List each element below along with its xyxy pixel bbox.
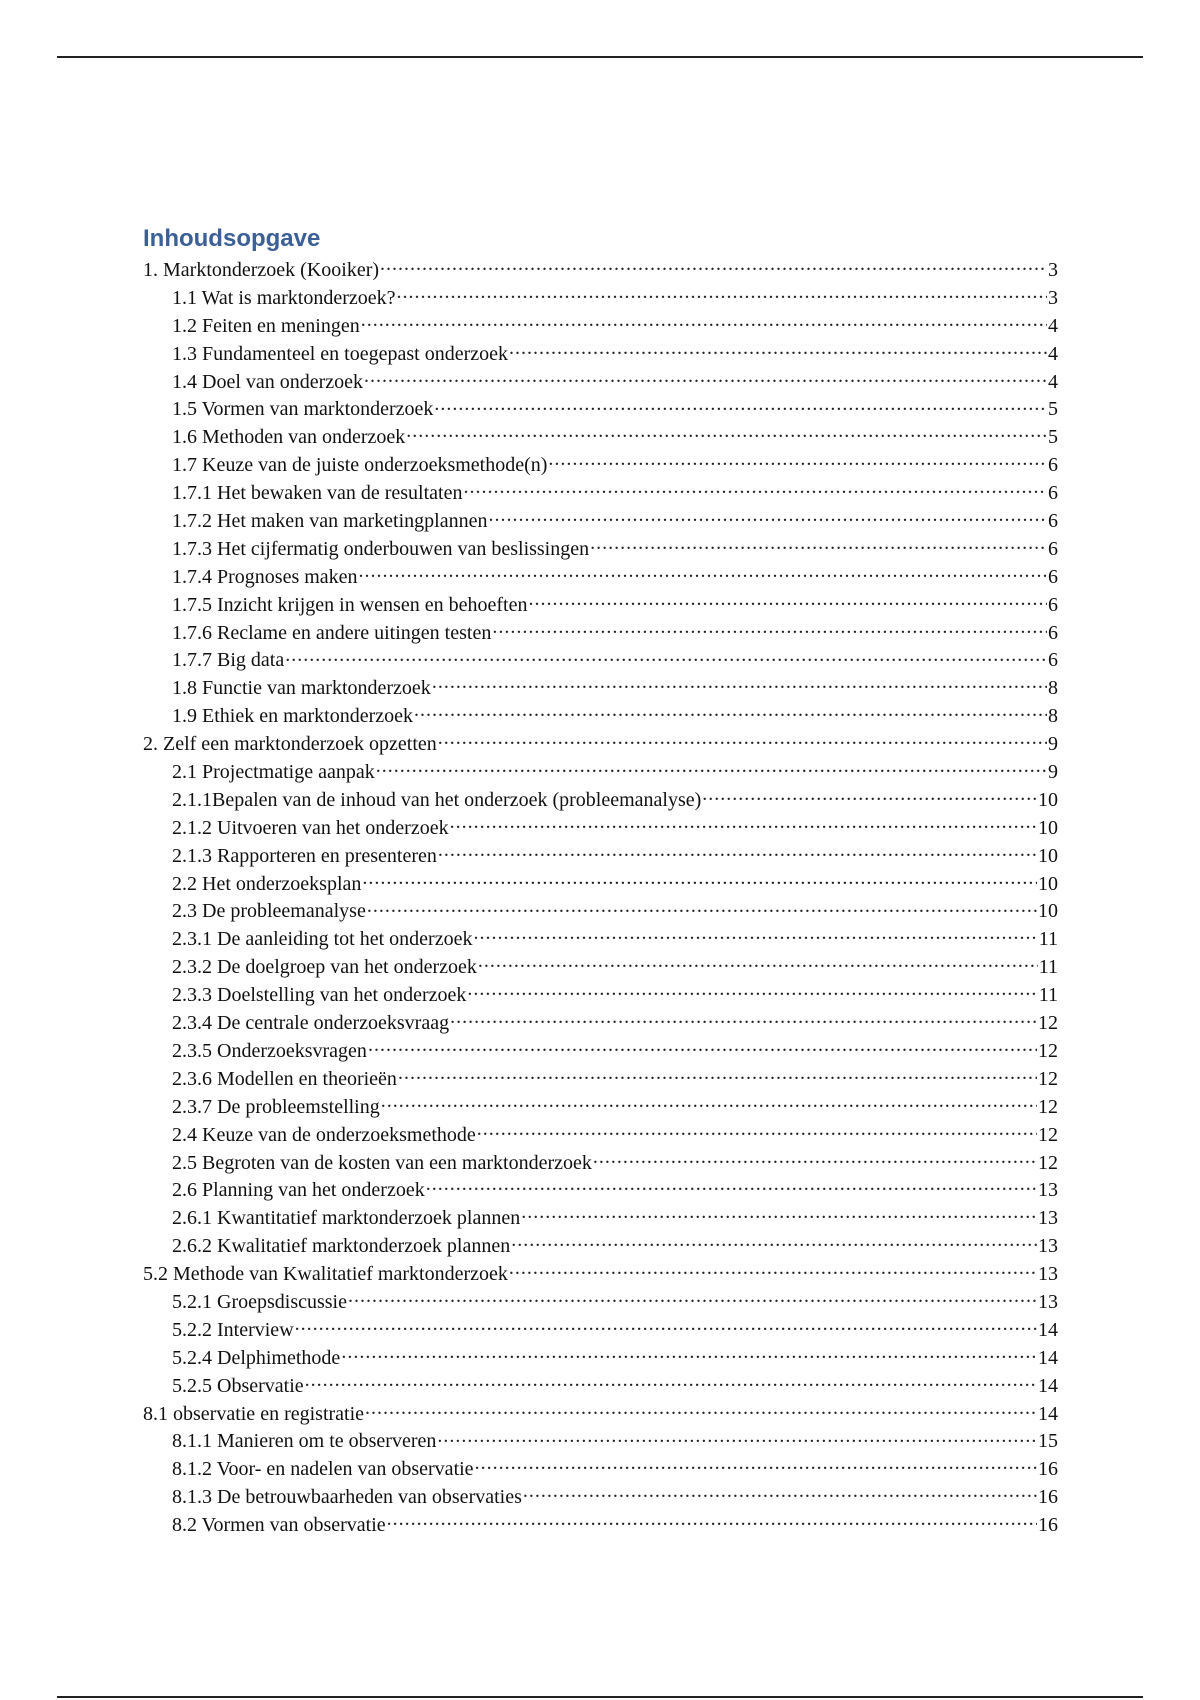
toc-entry[interactable] xyxy=(143,1149,1058,1177)
toc-entry-page-number: 10 xyxy=(1038,872,1058,895)
toc-dot-leader xyxy=(467,981,1037,1001)
toc-entry[interactable] xyxy=(143,897,1058,925)
toc-dot-leader xyxy=(437,1427,1037,1447)
toc-entry-title: 2. Zelf een marktonderzoek opzetten xyxy=(143,733,437,756)
toc-entry-page-number: 4 xyxy=(1048,370,1058,393)
toc-entry[interactable] xyxy=(143,1316,1058,1344)
toc-entry-page-number: 12 xyxy=(1038,1123,1058,1146)
toc-entry-page-number: 13 xyxy=(1038,1235,1058,1258)
toc-dot-leader xyxy=(361,312,1047,332)
toc-entry[interactable] xyxy=(143,674,1058,702)
toc-entry-title: 1.7.5 Inzicht krijgen in wensen en behoeften xyxy=(172,593,528,616)
toc-dot-leader xyxy=(397,284,1047,304)
toc-entry-page-number: 12 xyxy=(1038,1151,1058,1174)
toc-dot-leader xyxy=(359,563,1047,583)
toc-entry-page-number: 15 xyxy=(1038,1430,1058,1453)
toc-entry-title: 2.6.2 Kwalitatief marktonderzoek plannen xyxy=(172,1235,511,1258)
toc-entry-page-number: 3 xyxy=(1048,259,1058,281)
toc-entry-page-number: 5 xyxy=(1048,426,1058,449)
toc-entry-title: 2.3.7 De probleemstelling xyxy=(172,1095,380,1118)
toc-entry[interactable] xyxy=(143,507,1058,535)
toc-entry-title: 1.7.1 Het bewaken van de resultaten xyxy=(172,482,463,505)
toc-dot-leader xyxy=(528,591,1047,611)
toc-dot-leader xyxy=(521,1204,1037,1224)
toc-dot-leader xyxy=(492,619,1047,639)
toc-entry[interactable] xyxy=(143,479,1058,507)
toc-entry-title: 2.3.2 De doelgroep van het onderzoek xyxy=(172,956,477,979)
toc-entry-page-number: 12 xyxy=(1038,1067,1058,1090)
toc-dot-leader xyxy=(450,814,1037,834)
toc-entry[interactable] xyxy=(143,1511,1058,1539)
toc-entry[interactable] xyxy=(143,619,1058,647)
toc-entry-page-number: 4 xyxy=(1048,314,1058,337)
toc-entry[interactable] xyxy=(143,423,1058,451)
toc-entry-page-number: 5 xyxy=(1048,398,1058,421)
toc-dot-leader xyxy=(523,1483,1037,1503)
toc-dot-leader xyxy=(426,1176,1037,1196)
toc-dot-leader xyxy=(406,423,1047,443)
toc-dot-leader xyxy=(380,256,1047,276)
toc-entry[interactable] xyxy=(143,451,1058,479)
toc-entry-title: 2.6 Planning van het onderzoek xyxy=(172,1179,425,1202)
toc-entry-title: 1. Marktonderzoek (Kooiker) xyxy=(143,259,380,281)
toc-entry-title: 8.2 Vormen van observatie xyxy=(172,1514,386,1537)
toc-dot-leader xyxy=(414,702,1047,722)
header-rule xyxy=(57,56,1143,58)
toc-entry-page-number: 3 xyxy=(1048,286,1058,309)
toc-dot-leader xyxy=(341,1344,1037,1364)
toc-dot-leader xyxy=(362,870,1037,890)
toc-entry-title: 5.2.1 Groepsdiscussie xyxy=(172,1290,347,1313)
toc-entry[interactable] xyxy=(143,730,1058,758)
toc-entry-title: 5.2.4 Delphimethode xyxy=(172,1346,341,1369)
toc-title: Inhoudsopgave xyxy=(143,225,321,252)
toc-dot-leader xyxy=(450,1009,1037,1029)
toc-entry-title: 1.5 Vormen van marktonderzoek xyxy=(172,398,434,421)
toc-entry-page-number: 10 xyxy=(1038,900,1058,923)
toc-entry[interactable] xyxy=(143,925,1058,953)
toc-entry-title: 5.2 Methode van Kwalitatief marktonderzoek xyxy=(143,1263,508,1286)
toc-entry-title: 2.3.6 Modellen en theorieën xyxy=(172,1067,397,1090)
toc-entry-title: 2.5 Begroten van de kosten van een marktonderzoek xyxy=(172,1151,592,1174)
toc-entry[interactable] xyxy=(143,1065,1058,1093)
toc-entry[interactable] xyxy=(143,1121,1058,1149)
toc-entry-title: 1.7.4 Prognoses maken xyxy=(172,565,358,588)
toc-entry[interactable] xyxy=(143,953,1058,981)
table-of-contents xyxy=(143,222,1058,1539)
toc-entry-title: 2.4 Keuze van de onderzoeksmethode xyxy=(172,1123,476,1146)
toc-dot-leader xyxy=(432,674,1047,694)
toc-entry-title: 1.1 Wat is marktonderzoek? xyxy=(172,286,396,309)
toc-entry-page-number: 6 xyxy=(1048,482,1058,505)
toc-entry[interactable] xyxy=(143,1427,1058,1455)
toc-entry-page-number: 6 xyxy=(1048,454,1058,477)
toc-entry-page-number: 14 xyxy=(1038,1346,1058,1369)
toc-entry-page-number: 9 xyxy=(1048,733,1058,756)
toc-dot-leader xyxy=(438,730,1047,750)
toc-entry-title: 2.6.1 Kwantitatief marktonderzoek plannen xyxy=(172,1207,521,1230)
toc-dot-leader xyxy=(590,535,1047,555)
toc-entry[interactable] xyxy=(143,758,1058,786)
toc-dot-leader xyxy=(438,842,1037,862)
toc-entry-page-number: 14 xyxy=(1038,1402,1058,1425)
toc-entry[interactable] xyxy=(143,702,1058,730)
toc-entry-page-number: 11 xyxy=(1038,928,1058,951)
toc-entry[interactable] xyxy=(143,646,1058,674)
toc-entry[interactable] xyxy=(143,786,1058,814)
toc-entry-title: 8.1.2 Voor- en nadelen van observatie xyxy=(172,1458,474,1481)
toc-entry[interactable] xyxy=(143,368,1058,396)
toc-dot-leader xyxy=(285,646,1047,666)
toc-dot-leader xyxy=(473,925,1037,945)
toc-entry-page-number: 6 xyxy=(1048,621,1058,644)
toc-entry[interactable] xyxy=(143,340,1058,368)
toc-dot-leader xyxy=(305,1372,1037,1392)
toc-entry-page-number: 11 xyxy=(1038,956,1058,979)
toc-entry-page-number: 16 xyxy=(1038,1486,1058,1509)
toc-entry[interactable] xyxy=(143,312,1058,340)
toc-entry-title: 8.1 observatie en registratie xyxy=(143,1402,365,1425)
toc-entry-page-number: 8 xyxy=(1048,705,1058,728)
toc-dot-leader xyxy=(593,1149,1037,1169)
toc-entry-title: 1.8 Functie van marktonderzoek xyxy=(172,677,431,700)
toc-dot-leader xyxy=(477,1121,1037,1141)
toc-entry[interactable] xyxy=(143,1176,1058,1204)
toc-dot-leader xyxy=(488,507,1047,527)
toc-entry[interactable] xyxy=(143,1232,1058,1260)
toc-dot-leader xyxy=(295,1316,1037,1336)
toc-entry-title: 2.1.2 Uitvoeren van het onderzoek xyxy=(172,816,449,839)
toc-entry-page-number: 13 xyxy=(1038,1179,1058,1202)
toc-entry-page-number: 6 xyxy=(1048,649,1058,672)
toc-entry[interactable] xyxy=(143,1372,1058,1400)
toc-entry-page-number: 10 xyxy=(1038,788,1058,811)
toc-entry-title: 5.2.5 Observatie xyxy=(172,1374,304,1397)
toc-list xyxy=(143,256,1058,1539)
toc-entry-title: 1.7.6 Reclame en andere uitingen testen xyxy=(172,621,492,644)
toc-entry-page-number: 8 xyxy=(1048,677,1058,700)
toc-entry-page-number: 4 xyxy=(1048,342,1058,365)
toc-entry-title: 8.1.1 Manieren om te observeren xyxy=(172,1430,437,1453)
toc-entry-title: 2.3.4 De centrale onderzoeksvraag xyxy=(172,1012,450,1035)
toc-entry-page-number: 14 xyxy=(1038,1374,1058,1397)
toc-dot-leader xyxy=(509,340,1047,360)
toc-entry[interactable] xyxy=(143,1400,1058,1428)
toc-entry-page-number: 12 xyxy=(1038,1039,1058,1062)
toc-entry[interactable] xyxy=(143,1093,1058,1121)
toc-entry[interactable] xyxy=(143,591,1058,619)
toc-entry-page-number: 10 xyxy=(1038,816,1058,839)
toc-entry[interactable] xyxy=(143,1204,1058,1232)
toc-entry-title: 1.9 Ethiek en marktonderzoek xyxy=(172,705,414,728)
toc-entry[interactable] xyxy=(143,870,1058,898)
toc-dot-leader xyxy=(509,1260,1037,1280)
toc-entry[interactable] xyxy=(143,284,1058,312)
toc-entry[interactable] xyxy=(143,535,1058,563)
toc-entry-title: 1.7.3 Het cijfermatig onderbouwen van beslissingen xyxy=(172,537,590,560)
toc-entry[interactable] xyxy=(143,1009,1058,1037)
toc-dot-leader xyxy=(387,1511,1037,1531)
toc-entry-title: 2.3 De probleemanalyse xyxy=(172,900,366,923)
toc-dot-leader xyxy=(367,897,1037,917)
toc-entry-page-number: 6 xyxy=(1048,593,1058,616)
toc-entry[interactable] xyxy=(143,563,1058,591)
toc-entry[interactable] xyxy=(143,1455,1058,1483)
toc-entry-title: 1.6 Methoden van onderzoek xyxy=(172,426,406,449)
toc-entry-title: 2.3.5 Onderzoeksvragen xyxy=(172,1039,367,1062)
toc-entry[interactable] xyxy=(143,842,1058,870)
toc-entry[interactable] xyxy=(143,1037,1058,1065)
toc-entry-page-number: 10 xyxy=(1038,844,1058,867)
toc-entry-page-number: 13 xyxy=(1038,1263,1058,1286)
toc-dot-leader xyxy=(368,1037,1037,1057)
toc-dot-leader xyxy=(475,1455,1037,1475)
toc-entry-page-number: 9 xyxy=(1048,761,1058,784)
toc-entry-title: 1.3 Fundamenteel en toegepast onderzoek xyxy=(172,342,508,365)
toc-entry-page-number: 16 xyxy=(1038,1514,1058,1537)
toc-dot-leader xyxy=(548,451,1047,471)
toc-entry-title: 2.3.3 Doelstelling van het onderzoek xyxy=(172,984,467,1007)
toc-entry[interactable] xyxy=(143,1288,1058,1316)
toc-entry-page-number: 6 xyxy=(1048,510,1058,533)
toc-dot-leader xyxy=(348,1288,1037,1308)
toc-entry-page-number: 13 xyxy=(1038,1207,1058,1230)
toc-dot-leader xyxy=(381,1093,1037,1113)
toc-entry-page-number: 6 xyxy=(1048,537,1058,560)
toc-entry-page-number: 12 xyxy=(1038,1095,1058,1118)
toc-entry-title: 2.3.1 De aanleiding tot het onderzoek xyxy=(172,928,473,951)
toc-entry[interactable] xyxy=(143,1483,1058,1511)
toc-dot-leader xyxy=(463,479,1047,499)
toc-dot-leader xyxy=(511,1232,1037,1252)
toc-entry-title: 8.1.3 De betrouwbaarheden van observaties xyxy=(172,1486,522,1509)
toc-entry-title: 5.2.2 Interview xyxy=(172,1318,294,1341)
toc-dot-leader xyxy=(478,953,1038,973)
toc-dot-leader xyxy=(702,786,1037,806)
toc-entry-title: 1.7 Keuze van de juiste onderzoeksmethode(n) xyxy=(172,454,548,477)
toc-dot-leader xyxy=(398,1065,1037,1085)
toc-entry-title: 1.7.2 Het maken van marketingplannen xyxy=(172,510,488,533)
toc-entry-title: 2.1.1Bepalen van de inhoud van het onderzoek (probleemanalyse) xyxy=(172,788,702,811)
toc-entry-page-number: 13 xyxy=(1038,1290,1058,1313)
footer-rule xyxy=(57,1696,1143,1698)
toc-entry[interactable] xyxy=(143,395,1058,423)
toc-entry-title: 1.7.7 Big data xyxy=(172,649,285,672)
toc-entry-page-number: 6 xyxy=(1048,565,1058,588)
toc-entry[interactable] xyxy=(143,1344,1058,1372)
toc-entry[interactable] xyxy=(143,256,1058,284)
toc-dot-leader xyxy=(364,368,1047,388)
toc-entry-page-number: 16 xyxy=(1038,1458,1058,1481)
toc-entry[interactable] xyxy=(143,1260,1058,1288)
toc-entry-page-number: 11 xyxy=(1038,984,1058,1007)
toc-entry-page-number: 12 xyxy=(1038,1012,1058,1035)
toc-entry-title: 1.2 Feiten en meningen xyxy=(172,314,360,337)
toc-entry-title: 1.4 Doel van onderzoek xyxy=(172,370,364,393)
toc-entry[interactable] xyxy=(143,814,1058,842)
toc-entry[interactable] xyxy=(143,981,1058,1009)
toc-entry-title: 2.1.3 Rapporteren en presenteren xyxy=(172,844,437,867)
toc-entry-page-number: 14 xyxy=(1038,1318,1058,1341)
toc-dot-leader xyxy=(376,758,1047,778)
toc-entry-title: 2.2 Het onderzoeksplan xyxy=(172,872,362,895)
toc-dot-leader xyxy=(365,1400,1037,1420)
toc-dot-leader xyxy=(434,395,1047,415)
toc-entry-title: 2.1 Projectmatige aanpak xyxy=(172,761,375,784)
